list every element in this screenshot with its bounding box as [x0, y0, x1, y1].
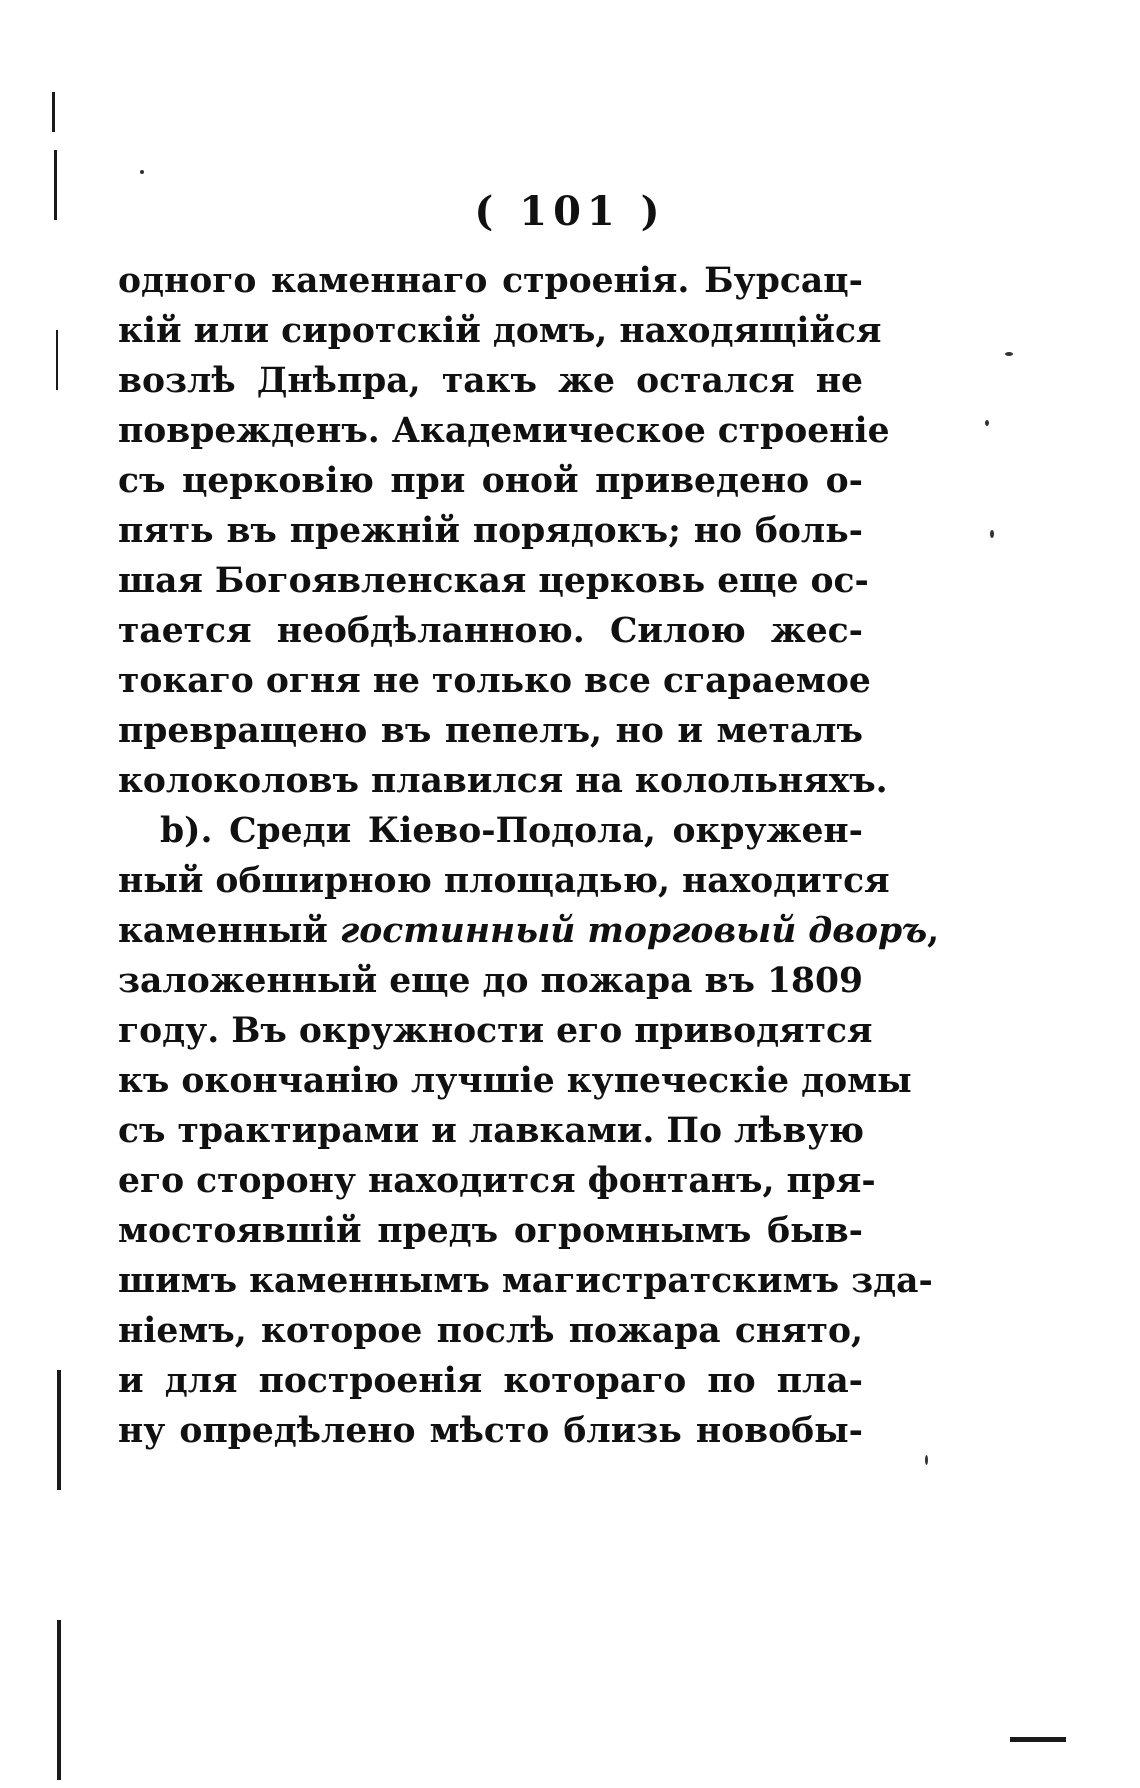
scan-edge-mark [52, 92, 55, 132]
text-line: году. Въ окружности его приводятся [118, 1011, 873, 1051]
text-segment: каменный [118, 911, 340, 951]
scan-speck [985, 420, 989, 426]
text-line: мостоявшій предъ огромнымъ быв- [118, 1211, 863, 1251]
scan-edge-mark [1010, 1737, 1066, 1742]
scan-edge-mark [56, 330, 58, 390]
text-line: колоколовъ плавился на колольняхъ. [118, 761, 888, 801]
text-line: и для построенія котораго по пла- [118, 1361, 863, 1401]
text-line-with-italic [118, 906, 940, 956]
text-segment: , [927, 911, 940, 951]
text-line: его сторону находится фонтанъ, пря- [118, 1161, 876, 1201]
text-line: ный обширною площадью, находится [118, 861, 890, 901]
text-line: съ трактирами и лавками. По лѣвую [118, 1111, 864, 1151]
text-line: шимъ каменнымъ магистратскимъ зда- [118, 1261, 933, 1301]
text-line: съ церковію при оной приведено о- [118, 461, 863, 501]
paragraph-lead-line: b). Среди Кіево-Подола, окружен- [160, 811, 863, 851]
text-line: къ окончанію лучшіе купеческіе домы [118, 1061, 912, 1101]
scan-edge-mark [57, 1620, 61, 1780]
text-line: одного каменнаго строенія. Бурсац- [118, 261, 863, 301]
text-line: превращено въ пепелъ, но и металъ [118, 711, 863, 751]
body-text [118, 256, 940, 1456]
scan-speck [990, 530, 994, 538]
text-line: токаго огня не только все сгараемое [118, 661, 871, 701]
page-number: ( 101 ) [474, 188, 666, 235]
text-line: ну опредѣлено мѣсто близь новобы- [118, 1411, 863, 1451]
scan-speck [925, 1455, 928, 1465]
scan-speck [140, 170, 144, 174]
text-line: поврежденъ. Академическое строеніе [118, 411, 890, 451]
text-line: ніемъ, которое послѣ пожара снято, [118, 1311, 863, 1351]
text-line: заложенный еще до пожара въ 1809 [118, 961, 863, 1001]
scan-edge-mark [57, 1370, 61, 1490]
text-line: кій или сиротскій домъ, находящійся [118, 311, 882, 351]
text-line: шая Богоявленская церковь еще ос- [118, 561, 869, 601]
italic-term: гостинный торговый дворъ [339, 911, 928, 951]
text-line: возлѣ Днѣпра, такъ же остался не [118, 361, 863, 401]
scan-edge-mark [54, 150, 57, 220]
text-line: пять въ прежній порядокъ; но боль- [118, 511, 863, 551]
text-line: тается необдѣланною. Силою жес- [118, 611, 863, 651]
scan-speck [1005, 352, 1013, 356]
